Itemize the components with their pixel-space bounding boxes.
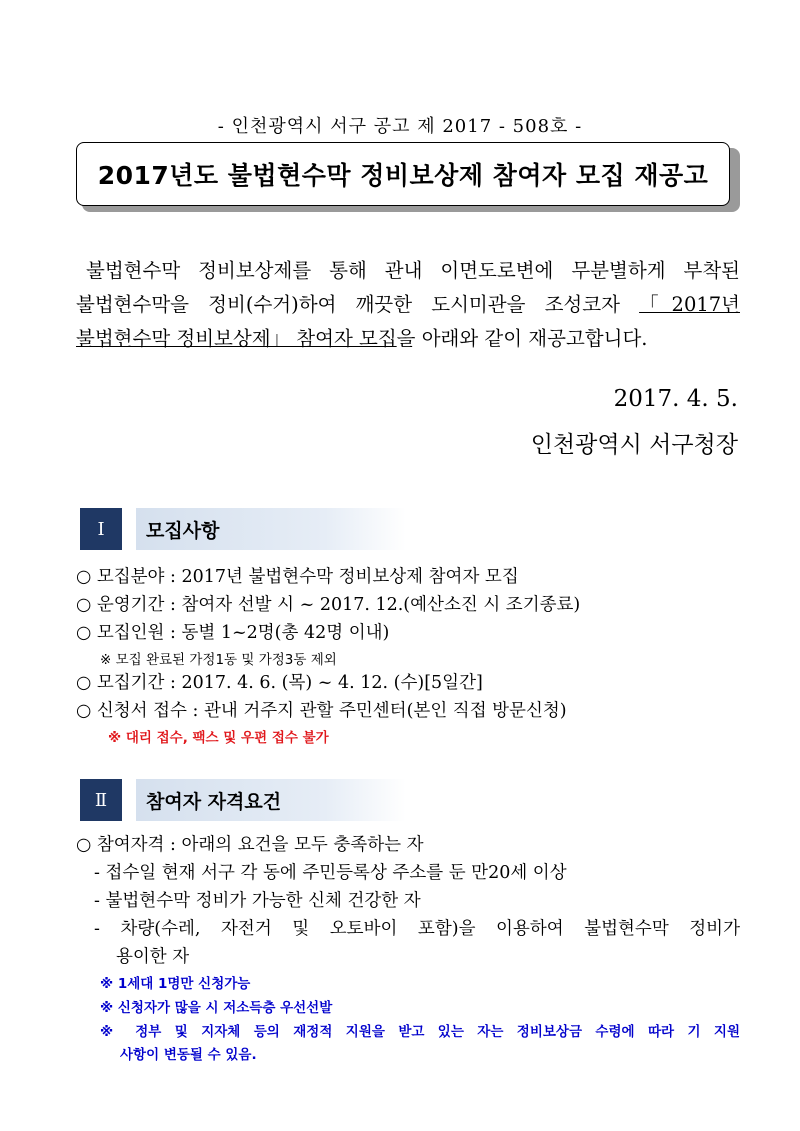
intro-line-3a: 불법현수막 정비보상제」 참여자 모집	[76, 327, 397, 350]
s2-note-one-per-household: ※ 1세대 1명만 신청가능	[100, 976, 251, 992]
notice-number: - 인천광역시 서구 공고 제 2017 - 508호 -	[217, 116, 583, 137]
s2-note-support: ※ 정부 및 지자체 등의 재정적 지원을 받고 있는 자는 정비보상금 수령에 따라 기 지원	[100, 1024, 740, 1040]
section1-header	[136, 508, 406, 550]
intro-line-3b: 을 아래와 같이 재공고합니다.	[396, 327, 648, 350]
s1-item-field: ○ 모집분야 : 2017년 불법현수막 정비보상제 참여자 모집	[76, 567, 519, 587]
s2-req-residency: - 접수일 현재 서구 각 동에 주민등록상 주소를 둔 만20세 이상	[94, 863, 567, 883]
s1-item-dates: ○ 모집기간 : 2017. 4. 6. (목) ~ 4. 12. (수)[5일간]	[76, 673, 483, 693]
s1-note-no-proxy: ※ 대리 접수, 팩스 및 우편 접수 불가	[108, 730, 329, 746]
s1-note-excluded: ※ 모집 완료된 가정1동 및 가정3동 제외	[100, 652, 337, 668]
intro-line-2b: 「2017년	[639, 293, 740, 316]
s1-item-period: ○ 운영기간 : 참여자 선발 시 ~ 2017. 12.(예산소진 시 조기종료)	[76, 595, 581, 615]
intro-line-1: 불법현수막 정비보상제를 통해 관내 이면도로변에 무분별하게 부착된	[86, 259, 740, 282]
s2-req-vehicle: - 차량(수레, 자전거 및 오토바이 포함)을 이용하여 불법현수막 정비가	[94, 919, 740, 939]
intro-line-2	[76, 289, 740, 317]
s2-note-support-cont: 사항이 변동될 수 있음.	[120, 1047, 257, 1063]
s1-item-count: ○ 모집인원 : 동별 1~2명(총 42명 이내)	[76, 623, 390, 643]
section2-number: Ⅱ	[80, 779, 122, 821]
s2-req-health: - 불법현수막 정비가 가능한 신체 건강한 자	[94, 891, 421, 911]
intro-line-3	[76, 323, 740, 351]
notice-date: 2017. 4. 5.	[613, 386, 738, 412]
issuer: 인천광역시 서구청장	[530, 432, 738, 458]
page-title: 2017년도 불법현수막 정비보상제 참여자 모집 재공고	[97, 161, 709, 190]
section1-title: 모집사항	[146, 519, 220, 542]
title-box	[76, 142, 730, 206]
s2-note-low-income: ※ 신청자가 많을 시 저소득층 우선선발	[100, 1000, 333, 1016]
section2-title: 참여자 자격요건	[146, 790, 282, 813]
s2-req-vehicle-cont: 용이한 자	[116, 947, 190, 967]
s1-item-submission: ○ 신청서 접수 : 관내 거주지 관할 주민센터(본인 직접 방문신청)	[76, 701, 567, 721]
intro-line-2a: 불법현수막을 정비(수거)하여 깨끗한 도시미관을 조성코자	[76, 293, 640, 316]
section2-header	[136, 779, 406, 821]
s2-item-eligibility: ○ 참여자격 : 아래의 요건을 모두 충족하는 자	[76, 835, 424, 855]
section1-number: Ⅰ	[80, 508, 122, 550]
